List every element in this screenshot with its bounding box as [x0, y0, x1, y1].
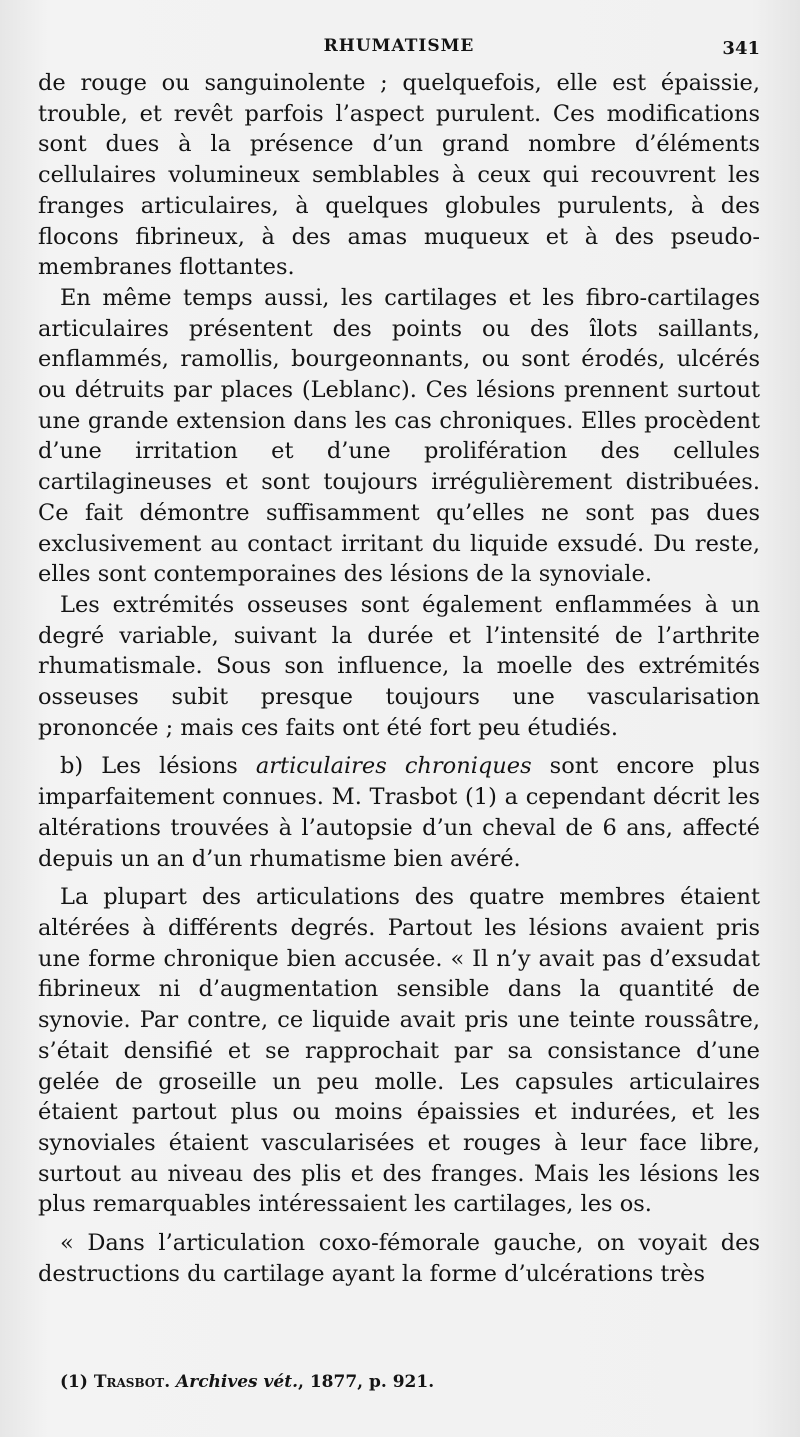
footnote: [60, 1372, 434, 1392]
running-title: RHUMATISME: [323, 36, 475, 56]
paragraph-coxo-femorale: « Dans l’articulation coxo-fémorale gauche, on voyait des destructions du cartilage ayant la forme d’ulcérations très: [38, 1230, 760, 1287]
paragraph-continued: de rouge ou sanguinolente ; quelquefois, elle est épaissie, trouble, et revêt parfois l’aspect purulent. Ces modifications sont dues à la présence d’un grand nombre d’éléments cellulaires volumineux semblables à ceux qui recouvrent les franges articulaires, à quelques globules purulents, à des flocons fibrineux, à des amas muqueux et à des pseudo-membranes flottantes.: [38, 70, 760, 281]
paragraph-lesions-chroniques: [38, 751, 760, 874]
footnote-author: Trasbot.: [93, 1372, 171, 1392]
paragraph-b-italic: articulaires chroniques: [255, 753, 532, 780]
body-text: [38, 68, 760, 1289]
paragraph-b-rest: sont encore plus imparfaitement connues. M. Trasbot (1) a cependant décrit les altérations trouvées à l’autopsie d’un cheval de 6 ans, affecté depuis un an d’un rhumatisme bien avéré.: [38, 753, 760, 872]
paragraph-articulations: La plupart des articulations des quatre membres étaient altérées à différents degrés. Partout les lésions avaient pris une forme chronique bien accusée. « Il n’y avait pas d’exsudat fibrineux ni d’augmentation sensible dans la quantité de synovie. Par contre, ce liquide avait pris une teinte roussâtre, s’était densifié et se rapprochait par sa consistance d’une gelée de groseille un peu molle. Les capsules articulaires étaient partout plus ou moins épaissies et indurées, et les synoviales étaient vascularisées et rouges à leur face libre, surtout au niveau des plis et des franges. Mais les lésions les plus remarquables intéressaient les cartilages, les os.: [38, 884, 760, 1218]
footnote-journal: Archives vét.: [176, 1372, 299, 1392]
paragraph-cartilages: En même temps aussi, les cartilages et les fibro-cartilages articulaires présentent des points ou des îlots saillants, enflammés, ramollis, bourgeonnants, ou sont érodés, ulcérés ou détruits par places (Leblanc). Ces lésions prennent surtout une grande extension dans les cas chroniques. Elles procèdent d’une irritation et d’une prolifération des cellules cartilagineuses et sont toujours irrégulièrement distribuées. Ce fait démontre suffisamment qu’elles ne sont pas dues exclusivement au contact irritant du liquide exsudé. Du reste, elles sont contemporaines des lésions de la synoviale.: [38, 284, 760, 588]
footnote-marker: (1): [60, 1372, 94, 1392]
running-head: [38, 30, 760, 68]
paragraph-b-start: b) Les lésions: [60, 753, 256, 780]
paragraph-extremites: Les extrémités osseuses sont également enflammées à un degré variable, suivant la durée et l’intensité de l’arthrite rhumatismale. Sous son influence, la moelle des extrémités osseuses subit presque toujours une vascularisation prononcée ; mais ces faits ont été fort peu étudiés.: [38, 591, 760, 741]
page-number: 341: [722, 38, 760, 59]
footnote-reference: , 1877, p. 921.: [298, 1372, 435, 1392]
